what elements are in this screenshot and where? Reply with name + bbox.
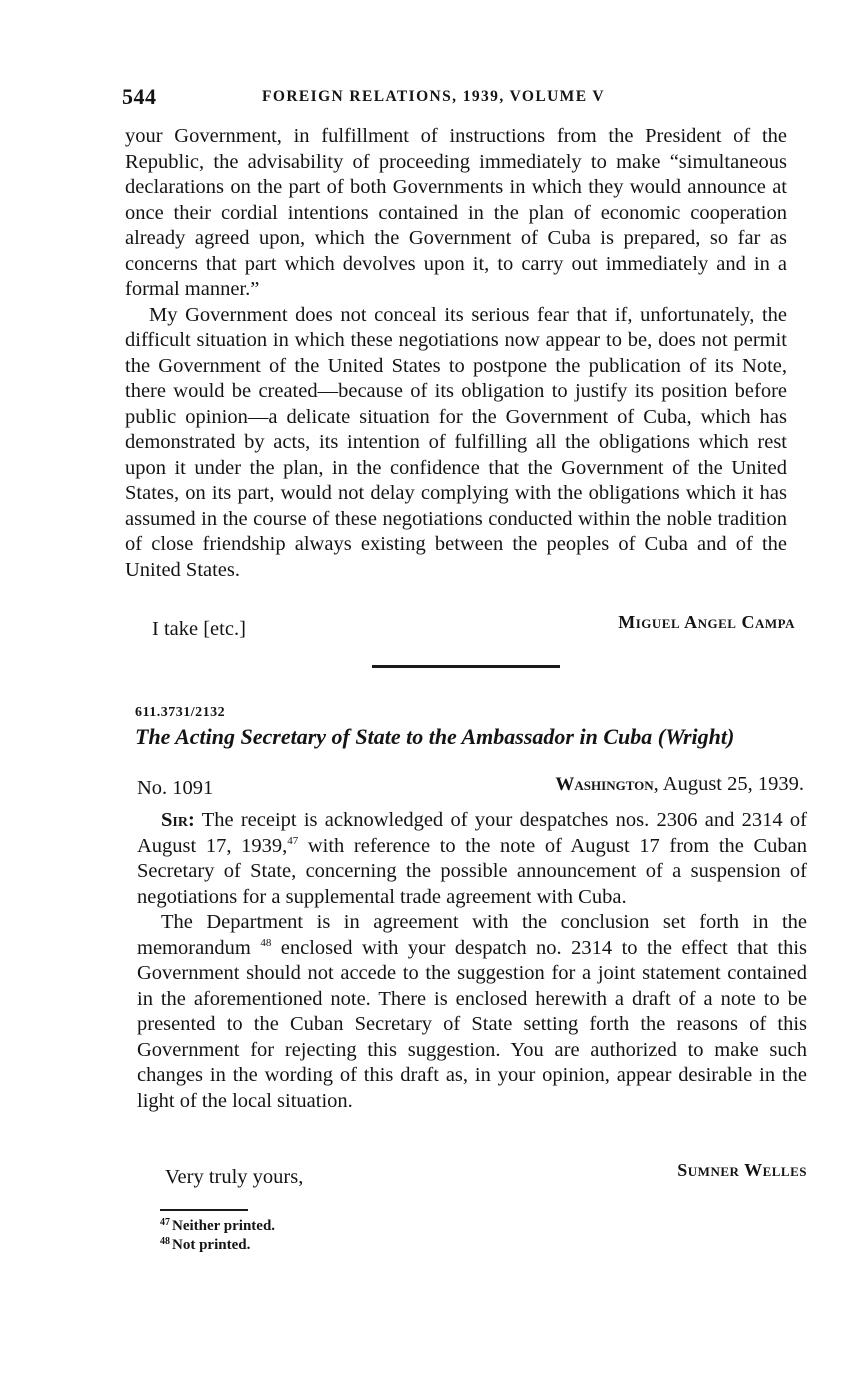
paragraph: My Government does not conceal its serious fear that if, unfortunately, the difficult situation in which these negotiations now appear to be, does not permit the Government of the United States to postpone the publication of its Note, there would be created—because of its obligation to justify its position before public opinion—a delicate situation for the Government of Cuba, which has demonstrated by acts, its intention of fulfilling all the obligations which rest upon it under the plan, in the confidence that the Government of the United States, on its part, would not delay complying with the obligations which it has assumed in the course of these negotiations conducted within the noble tradition of close friendship always existing between the peoples of Cuba and of the United States. (125, 303, 787, 581)
page-number: 544 (122, 84, 157, 109)
closing-line: Very truly yours, (165, 1166, 304, 1188)
file-number: 611.3731/2132 (135, 705, 226, 720)
closing-line: I take [etc.] (152, 618, 246, 640)
despatch-signoff (165, 1160, 807, 1190)
footnote (160, 1217, 275, 1236)
paragraph-text: The receipt is acknowledged of your despatches nos. 2306 and 2314 of August 17, 1939, (137, 809, 807, 857)
date: , August 25, 1939. (653, 773, 804, 795)
paragraph (137, 910, 807, 1114)
footnote-ref: 47 (287, 834, 299, 847)
footnotes (160, 1217, 275, 1255)
footnote-ref: 48 (260, 936, 272, 949)
despatch-body (137, 808, 807, 1114)
document-dateline (137, 773, 804, 801)
footnote-marker: 48 (160, 1236, 170, 1247)
place-date (555, 773, 804, 796)
signature-name: Miguel Angel Campa (618, 612, 795, 632)
running-title: FOREIGN RELATIONS, 1939, VOLUME V (262, 88, 606, 105)
running-head (122, 84, 787, 118)
document-number: No. 1091 (137, 777, 214, 799)
section-divider (372, 665, 560, 668)
paragraph-text: with reference to the note of August 17 from the Cuban Secretary of State, concerning the possible announcement of a suspension of negotiations for a supplemental trade agreement with Cuba. (137, 834, 808, 908)
paragraph (137, 808, 807, 910)
paragraph-text: enclosed with your despatch no. 2314 to the effect that this Government should not accede to the suggestion for a joint statement contained in the aforementioned note. There is enclosed herewith a draft of a note to be presented to the Cuban Secretary of State setting forth the reasons of this Government for rejecting this suggestion. You are authorized to make such changes in the wording of this draft as, in your opinion, appear desirable in the light of the local situation. (137, 936, 807, 1112)
letter-body (125, 124, 787, 583)
paragraph: your Government, in fulfillment of instructions from the President of the Republic, the advisability of proceeding immediately to make “simultaneous declarations on the part of both Governments in which they would announce at once their cordial intentions contained in the plan of economic cooperation already agreed upon, which the Government of Cuba is prepared, so far as concerns that part which devolves upon it, to carry out immediately and in a formal manner.” (125, 125, 787, 300)
footnote (160, 1236, 275, 1255)
place: Washington (555, 774, 654, 795)
salutation: Sir: (161, 809, 195, 831)
footnote-marker: 47 (160, 1217, 170, 1228)
footnote-text: Neither printed. (172, 1218, 276, 1234)
signature-name: Sumner Welles (677, 1160, 807, 1180)
footnote-rule (160, 1209, 248, 1211)
letter-signoff (152, 612, 795, 646)
document-heading: The Acting Secretary of State to the Ambassador in Cuba (Wright) (135, 724, 735, 749)
paragraph-text: The Department is in agreement with the conclusion set forth in the memorandum (137, 911, 807, 959)
footnote-text: Not printed. (172, 1237, 251, 1253)
